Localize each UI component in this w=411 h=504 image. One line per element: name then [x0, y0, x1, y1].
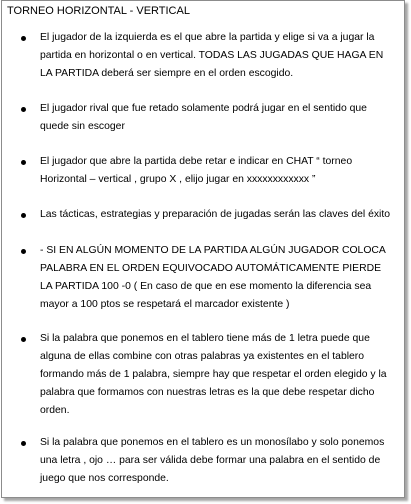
rule-text: - SI EN ALGÚN MOMENTO DE LA PARTIDA ALGÚN JUGADOR COLOCA PALABRA EN EL ORDEN EQUIVOCADO AUTOMÁTICAMENTE PIERDE LA PARTIDA 100 -0 ( En caso de que en ese momento la diferencia sea mayor a 100 ptos se respetará el marcador existente )	[40, 245, 386, 310]
rule-item	[2, 330, 404, 420]
bullet-icon	[21, 441, 26, 446]
rule-text: El jugador rival que fue retado solamente podrá jugar en el sentido que quede sin escoger	[40, 103, 367, 132]
rule-text: Si la palabra que ponemos en el tablero es un monosílabo y solo ponemos una letra , ojo … para ser válida debe formar una palabra en el sentido de juego que nos corresponde.	[40, 437, 385, 484]
rule-text: Las tácticas, estrategias y preparación de jugadas serán las claves del éxito	[40, 209, 391, 220]
bullet-icon	[21, 36, 26, 41]
rule-item	[2, 206, 404, 224]
document-frame	[1, 0, 405, 498]
bullet-icon	[21, 249, 26, 254]
bullet-icon	[21, 213, 26, 218]
rule-text: El jugador que abre la partida debe retar e indicar en CHAT “ torneo Horizontal – vertical , grupo X , elijo jugar en xxxxxxxxxxxx ”	[40, 156, 353, 185]
rule-item	[2, 153, 404, 189]
bullet-icon	[21, 337, 26, 342]
rule-text: Si la palabra que ponemos en el tablero tiene más de 1 letra puede que alguna de ellas combine con otras palabras ya existentes en el tablero formando más de 1 palabra, siempre hay que respetar el orden elegido y la palabra que formamos con nuestras letras es la que debe respetar dicho orden.	[40, 333, 387, 416]
bullet-icon	[21, 160, 26, 165]
rule-item	[2, 242, 404, 314]
rule-text: El jugador de la izquierda es el que abre la partida y elige si va a jugar la partida en horizontal o en vertical. TODAS LAS JUGADAS QUE HAGA EN LA PARTIDA deberá ser siempre en el orden escogido.	[40, 32, 384, 79]
rules-list	[2, 29, 404, 504]
rule-item	[2, 100, 404, 136]
document-title: TORNEO HORIZONTAL - VERTICAL	[7, 5, 190, 17]
rule-item	[2, 29, 404, 83]
bullet-icon	[21, 107, 26, 112]
rule-item	[2, 434, 404, 488]
